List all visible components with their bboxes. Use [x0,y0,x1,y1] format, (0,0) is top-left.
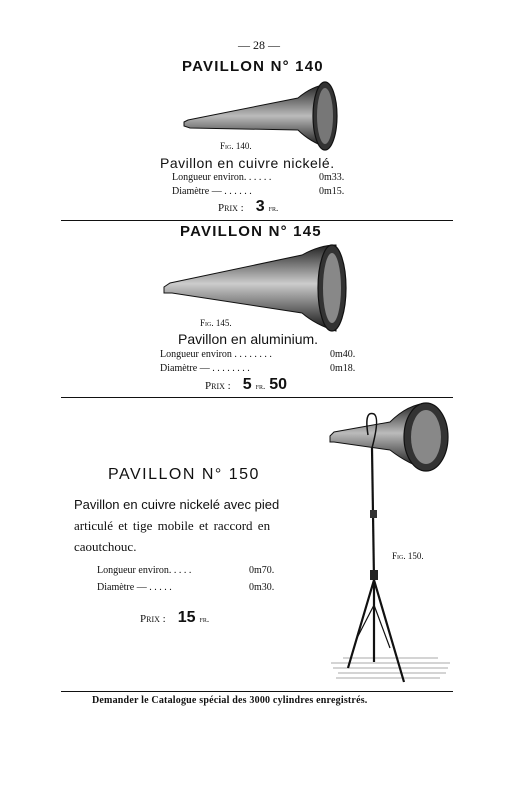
item-150-length-label: Longueur environ. . . . . [97,565,192,576]
item-140-diameter-label: Diamètre — . . . . . . [172,186,252,197]
price-cents: 50 [269,376,287,393]
price-value: 5 [242,376,252,393]
item-140-length-value: 0m33. [319,172,345,183]
price-unit: fr. [268,203,279,213]
item-145-title: PAVILLON N° 145 [180,223,322,240]
price-value: 3 [255,198,265,215]
divider-2 [61,397,453,398]
item-150-price [140,609,209,627]
fig-140-caption: Fig. 140. [220,141,252,151]
price-unit: fr. [255,381,266,391]
item-140-diameter-value: 0m15. [319,186,345,197]
price-label: Prix : [205,380,231,392]
fig-145-caption: Fig. 145. [200,318,232,328]
page-number: — 28 — [238,38,280,52]
horn-150-stand-illustration [328,400,458,685]
fig-150-caption: Fig. 150. [392,551,424,561]
item-145-description: Pavillon en aluminium. [178,331,319,347]
item-150-diameter-value: 0m30. [249,582,275,593]
item-140-title: PAVILLON N° 140 [182,58,324,75]
item-150-title: PAVILLON N° 150 [108,466,260,483]
price-value: 15 [177,609,196,626]
item-150-description-line-1: Pavillon en cuivre nickelé avec pied [74,497,280,512]
footer-note: Demander le Catalogue spécial des 3000 cylindres enregistrés. [92,695,368,706]
item-140-description: Pavillon en cuivre nickelé. [160,155,335,171]
item-140-price [218,198,278,216]
item-145-diameter-value: 0m18. [330,363,356,374]
item-150-description-line-3: caoutchouc. [74,539,137,554]
item-140-length-label: Longueur environ. . . . . . [172,172,272,183]
price-unit: fr. [199,614,210,624]
price-label: Prix : [140,613,166,625]
item-145-price [205,376,287,394]
item-145-length-value: 0m40. [330,349,356,360]
item-145-length-label: Longueur environ . . . . . . . . [160,349,272,360]
divider-1 [61,220,453,221]
item-150-length-value: 0m70. [249,565,275,576]
item-150-diameter-label: Diamètre — . . . . . [97,582,172,593]
horn-140-illustration [180,78,340,158]
item-150-description-line-2: articulé et tige mobile et raccord en [74,518,271,533]
price-label: Prix : [218,202,244,214]
footer-divider [61,691,453,692]
horn-145-illustration [162,243,352,338]
item-145-diameter-label: Diamètre — . . . . . . . . [160,363,250,374]
